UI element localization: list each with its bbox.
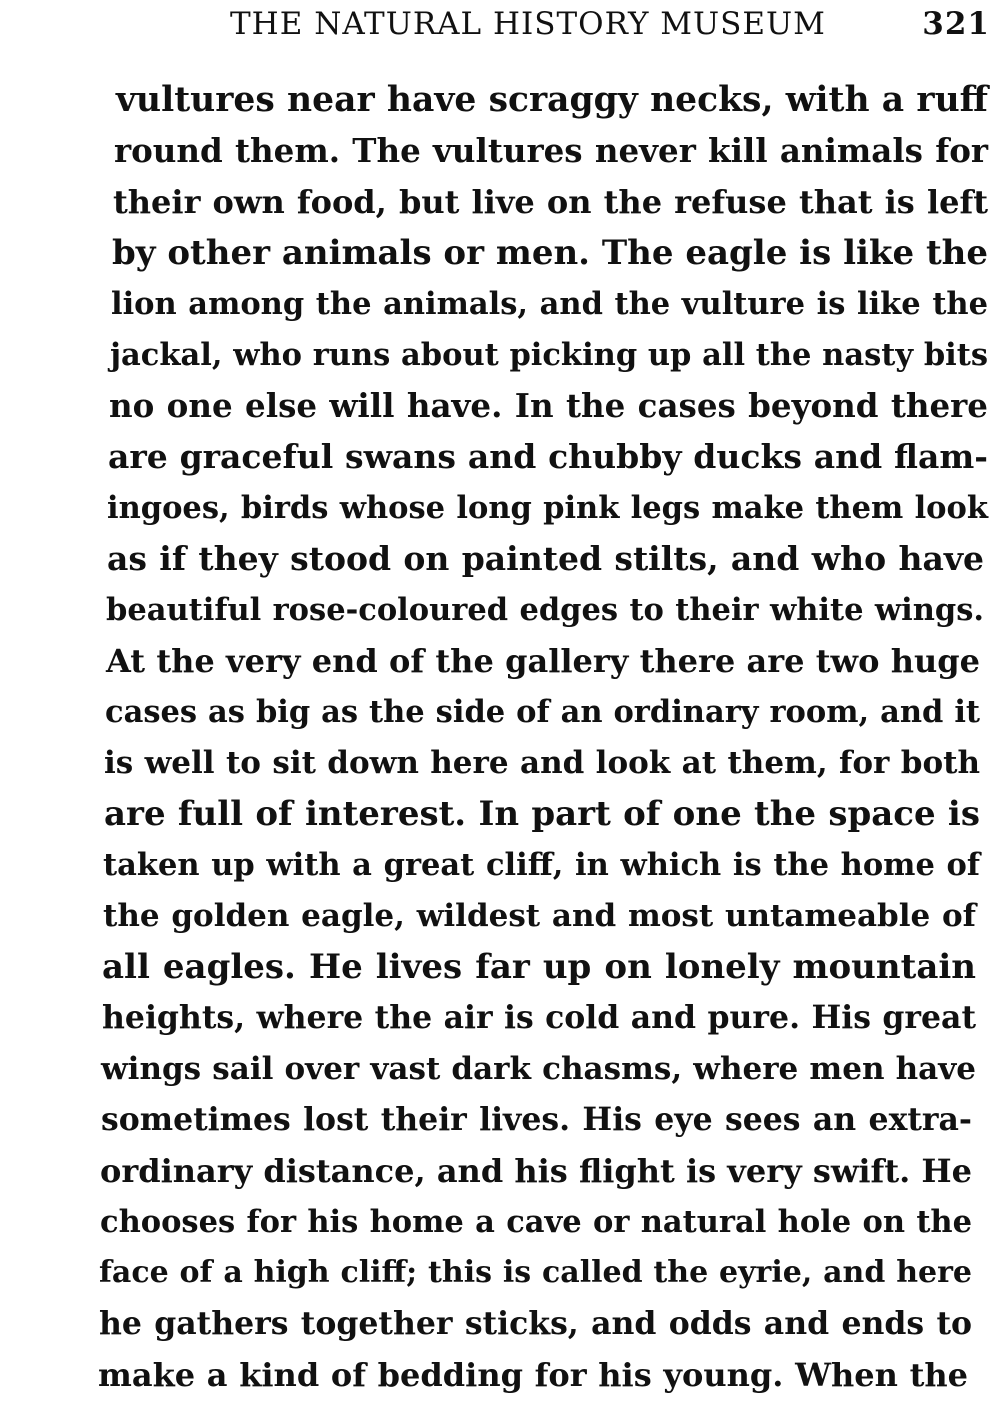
text-line: ordinary distance, and his flight is very swift. He <box>100 1152 972 1190</box>
text-line: At the very end of the gallery there are two huge <box>106 642 980 680</box>
text-line: by other animals or men. The eagle is like the <box>112 233 988 273</box>
text-line: lion among the animals, and the vulture is like the <box>111 286 988 322</box>
text-line: is well to sit down here and look at them, for both <box>104 745 980 781</box>
text-line: heights, where the air is cold and pure. His great <box>102 999 976 1036</box>
text-line: no one else will have. In the cases beyond there <box>109 386 988 425</box>
running-head-title: THE NATURAL HISTORY MUSEUM <box>230 6 826 42</box>
text-line: are full of interest. In part of one the space is <box>104 794 980 834</box>
text-line: all eagles. He lives far up on lonely mountain <box>102 947 976 987</box>
text-line: beautiful rose-coloured edges to their white wings. <box>106 592 984 628</box>
text-line: sometimes lost their lives. His eye sees an extra- <box>101 1101 972 1138</box>
text-line: face of a high cliff; this is called the eyrie, and here <box>99 1255 972 1290</box>
text-line: ingoes, birds whose long pink legs make them look <box>107 490 988 526</box>
text-line: taken up with a great cliff, in which is the home of <box>103 847 980 883</box>
text-line: round them. The vultures never kill animals for <box>114 131 988 170</box>
text-line: he gathers together sticks, and odds and ends to <box>99 1305 972 1342</box>
text-line: wings sail over vast dark chasms, where men have <box>101 1051 976 1087</box>
page-number: 321 <box>922 6 990 42</box>
text-line: cases as big as the side of an ordinary room, and it <box>105 694 980 730</box>
text-line: make a kind of bedding for his young. When the <box>98 1356 968 1394</box>
text-line: their own food, but live on the refuse that is left <box>113 183 988 221</box>
text-line: as if they stood on painted stilts, and who have <box>107 539 984 578</box>
text-line: jackal, who runs about picking up all the nasty bits <box>110 337 988 373</box>
text-line: vultures near have scraggy necks, with a ruff <box>116 80 988 120</box>
running-head <box>230 6 990 42</box>
text-line: are graceful swans and chubby ducks and flam- <box>108 437 988 476</box>
text-line: the golden eagle, wildest and most untameable of <box>103 898 976 934</box>
text-line: chooses for his home a cave or natural hole on the <box>100 1204 972 1240</box>
